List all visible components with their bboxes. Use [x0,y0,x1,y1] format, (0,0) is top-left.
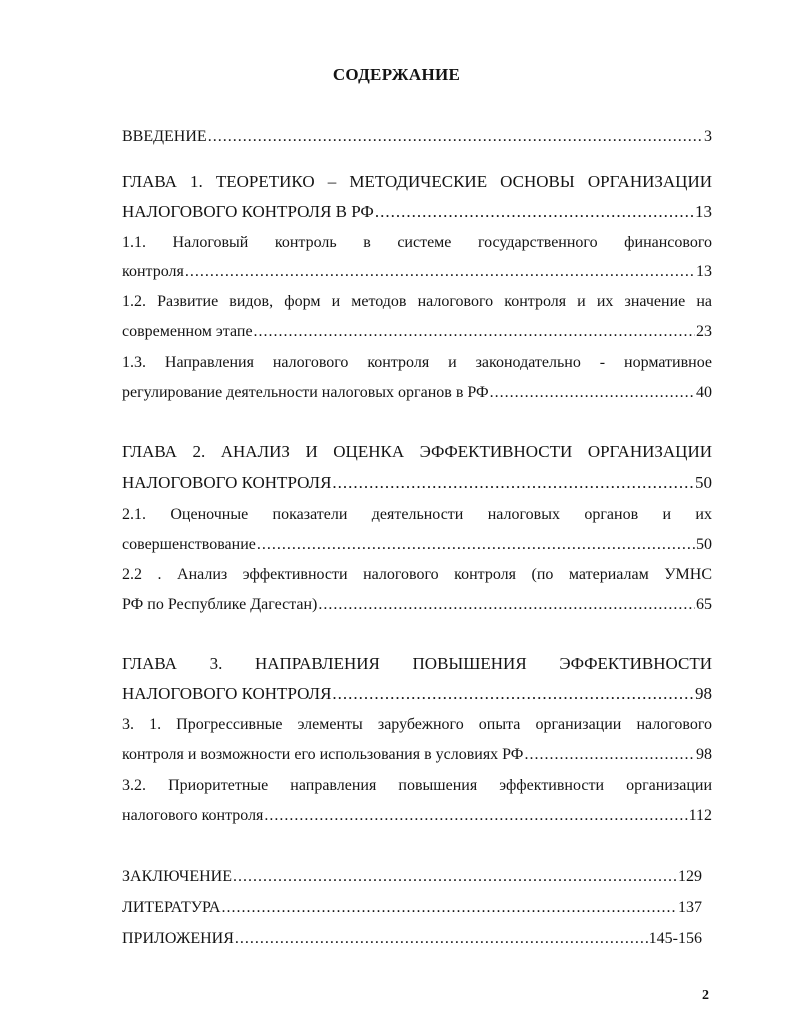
toc-entry-introduction[interactable] [122,127,712,147]
dot-leader [221,898,677,918]
toc-page-number: 98 [696,746,712,763]
dot-leader [254,322,695,342]
dot-leader [332,473,694,493]
toc-entry-text: налогового контроля [122,807,264,824]
toc-section-2-1-line1[interactable]: 2.1. Оценочные показатели деятельности налоговых органов и их [122,506,712,523]
toc-page-number: 112 [688,807,712,824]
page-number: 2 [702,988,709,1003]
toc-entry-text: контроля [122,263,184,280]
toc-section-3-1-line2[interactable] [122,745,712,765]
dot-leader [235,929,648,949]
toc-entry-text: РФ по Республике Дагестан) [122,596,318,613]
dot-leader [332,684,694,704]
toc-chapter-1-line2[interactable] [122,202,712,222]
toc-section-1-1-line2[interactable] [122,262,712,282]
toc-section-3-1-line1[interactable]: 3. 1. Прогрессивные элементы зарубежного опыта организации налогового [122,716,712,733]
toc-page-number: 98 [695,684,712,703]
toc-entry-text: ПРИЛОЖЕНИЯ [122,930,234,947]
toc-page-number: 13 [695,202,712,221]
toc-entry-text: контроля и возможности его использования в условиях РФ [122,746,524,763]
dot-leader [524,745,695,765]
toc-chapter-2-line2[interactable] [122,473,712,493]
toc-entry-text: ЛИТЕРАТУРА [122,899,221,916]
toc-page-number: 65 [696,596,712,613]
toc-entry-appendices[interactable] [122,929,702,949]
toc-chapter-1-heading[interactable]: ГЛАВА 1. ТЕОРЕТИКО – МЕТОДИЧЕСКИЕ ОСНОВЫ ОРГАНИЗАЦИИ [122,172,712,191]
toc-page-number: 3 [704,128,712,145]
toc-entry-text: совершенствование [122,536,256,553]
toc-page-number: 145-156 [648,930,702,947]
toc-page-number: 129 [678,868,702,885]
toc-page-number: 40 [696,384,712,401]
toc-section-1-2-line2[interactable] [122,322,712,342]
toc-section-2-1-line2[interactable] [122,535,712,555]
toc-page-number: 13 [696,263,712,280]
toc-section-1-2-line1[interactable]: 1.2. Развитие видов, форм и методов налогового контроля и их значение на [122,293,712,310]
toc-chapter-2-heading[interactable]: ГЛАВА 2. АНАЛИЗ И ОЦЕНКА ЭФФЕКТИВНОСТИ ОРГАНИЗАЦИИ [122,442,712,461]
toc-section-1-3-line2[interactable] [122,383,712,403]
toc-section-2-2-line2[interactable] [122,595,712,615]
toc-page-number: 137 [678,899,702,916]
toc-entry-conclusion[interactable] [122,867,702,887]
toc-entry-text: НАЛОГОВОГО КОНТРОЛЯ В РФ [122,202,374,221]
toc-entry-text: ВВЕДЕНИЕ [122,128,207,145]
toc-chapter-3-heading[interactable]: ГЛАВА 3. НАПРАВЛЕНИЯ ПОВЫШЕНИЯ ЭФФЕКТИВНОСТИ [122,654,712,673]
toc-entry-text: современном этапе [122,323,253,340]
toc-section-2-2-line1[interactable]: 2.2 . Анализ эффективности налогового контроля (по материалам УМНС [122,566,712,583]
toc-section-1-3-line1[interactable]: 1.3. Направления налогового контроля и законодательно - нормативное [122,354,712,371]
toc-entry-text: НАЛОГОВОГО КОНТРОЛЯ [122,473,332,492]
toc-section-3-2-line2[interactable] [122,806,712,826]
page-title: СОДЕРЖАНИЕ [332,65,461,84]
toc-entry-text: ЗАКЛЮЧЕНИЕ [122,868,232,885]
toc-entry-text: НАЛОГОВОГО КОНТРОЛЯ [122,684,332,703]
toc-chapter-3-line2[interactable] [122,684,712,704]
toc-entry-text: регулирование деятельности налоговых органов в РФ [122,384,489,401]
toc-page-number: 50 [695,473,712,492]
dot-leader [185,262,695,282]
dot-leader [257,535,695,555]
toc-page-number: 50 [696,536,712,553]
toc-entry-literature[interactable] [122,898,702,918]
dot-leader [490,383,695,403]
dot-leader [233,867,677,887]
dot-leader [375,202,694,222]
dot-leader [208,127,703,147]
toc-section-3-2-line1[interactable]: 3.2. Приоритетные направления повышения эффективности организации [122,777,712,794]
toc-page-number: 23 [696,323,712,340]
dot-leader [318,595,695,615]
dot-leader [264,806,687,826]
toc-section-1-1-line1[interactable]: 1.1. Налоговый контроль в системе государственного финансового [122,234,712,251]
